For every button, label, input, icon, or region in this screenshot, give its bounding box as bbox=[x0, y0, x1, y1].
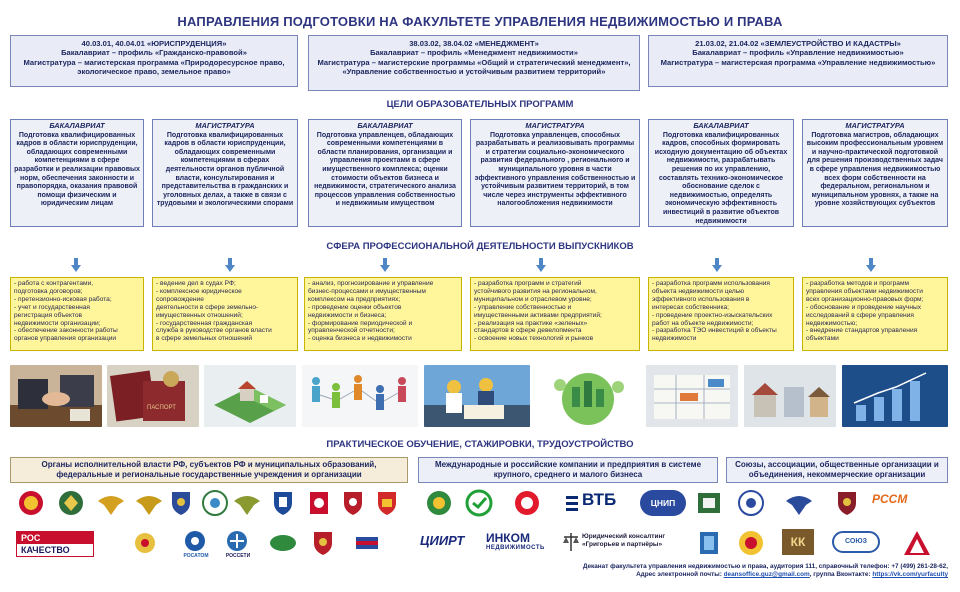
sphere-line: недвижимости и бизнеса; bbox=[308, 311, 387, 319]
photo-chart-growth bbox=[842, 365, 948, 427]
goals-title: ЦЕЛИ ОБРАЗОВАТЕЛЬНЫХ ПРОГРАММ bbox=[386, 99, 574, 110]
sphere-line: объектами bbox=[806, 335, 839, 343]
rosseti-logo-text: РОССЕТИ bbox=[225, 553, 251, 559]
sphere-line: устойчивого развития на региональном, bbox=[474, 287, 597, 295]
photo-engineers bbox=[424, 365, 530, 427]
goal-text: Подготовка управленцев, способных разрабатывать и реализовывать программы и стратегии социально-экономического развития федерального , регионального и муниципального уровня в части эффективного управления собственностью и устойчивым развитием территорий, в том числе через инструменты эффективного налогообложения недвижимости bbox=[474, 131, 636, 208]
direction-cadastre bbox=[648, 35, 948, 87]
sphere-line: - формирование периодической и bbox=[308, 319, 413, 327]
grigoriev-logo bbox=[582, 533, 665, 549]
sphere-line: - претензионно-исковая работа; bbox=[14, 295, 112, 303]
partners-associations: Союзы, ассоциации, общественные организации и объединения, некоммерческие организации bbox=[726, 457, 948, 483]
footer-email-link[interactable]: deansoffice.guz@gmail.com bbox=[723, 571, 810, 578]
goal-level: МАГИСТРАТУРА bbox=[845, 121, 905, 130]
arrow-down-icon bbox=[71, 258, 81, 272]
goal-cadastre-master bbox=[802, 119, 948, 227]
grigoriev-logo-bottom: «Григорьев и партнёры» bbox=[582, 541, 663, 548]
sphere-line: имущественных отношений; bbox=[156, 311, 243, 319]
sphere-line: - управление собственностью и bbox=[474, 303, 572, 311]
eagle-emblem-icon bbox=[134, 489, 164, 517]
tsiirt-logo: ЦИИРТ bbox=[420, 533, 465, 548]
roskachestvo-logo-top: РОС bbox=[17, 532, 93, 544]
sphere-line: управленческой отчетности; bbox=[308, 327, 395, 335]
roskachestvo-logo bbox=[16, 531, 94, 557]
sphere-line: комплексом на предприятиях; bbox=[308, 295, 401, 303]
kk-logo: КК bbox=[782, 529, 814, 555]
photo-houses bbox=[744, 365, 836, 427]
goal-level: МАГИСТРАТУРА bbox=[195, 121, 255, 130]
grigoriev-logo-top: Юридический консалтинг bbox=[582, 533, 666, 540]
sphere-line: имущественными активами предприятий; bbox=[474, 311, 602, 319]
sphere-line: недвижимости организации; bbox=[14, 319, 101, 327]
sphere-line: - обеспечение законности работы bbox=[14, 327, 118, 335]
sphere-line: муниципальном и отраслевом уровне; bbox=[474, 295, 592, 303]
practice-title: ПРАКТИЧЕСКОЕ ОБУЧЕНИЕ, СТАЖИРОВКИ, ТРУДОУСТРОЙСТВО bbox=[326, 439, 634, 450]
soyuz-logo: СОЮЗ bbox=[832, 531, 880, 553]
sphere-line: исследований в сфере управления bbox=[806, 311, 914, 319]
goal-level: МАГИСТРАТУРА bbox=[525, 121, 585, 130]
goal-text: Подготовка квалифицированных кадров в области юриспруденции, обладающих современными компетенциями в сферах деятельности органов публичной власти, консультирования и представительства в гражданских и уголовных делах, а также в связи с трудовыми и экологическими спорами bbox=[156, 131, 294, 208]
sphere-line: объекта недвижимости целью bbox=[652, 287, 745, 295]
sphere-line: - учет и государственная bbox=[14, 303, 90, 311]
shield-emblem-icon bbox=[166, 489, 196, 517]
sphere-line: - оценка бизнеса и недвижимости bbox=[308, 335, 412, 343]
emblem-icon bbox=[200, 489, 230, 517]
eagle-emblem-icon bbox=[784, 489, 814, 517]
rssm-logo: РССМ bbox=[872, 492, 908, 506]
sphere-line: - ведение дел в судах РФ; bbox=[156, 280, 236, 287]
sphere-line: стандартов в сфере девелопмента bbox=[474, 327, 582, 335]
sphere-line: - разработка методов и программ bbox=[806, 280, 910, 287]
sphere-line: в сфере земельных отношений bbox=[156, 335, 253, 343]
sphere-line: интересах собственника; bbox=[652, 303, 730, 311]
partners-business: Международные и российские компании и предприятия в системе крупного, среднего и малого бизнеса bbox=[418, 457, 718, 483]
goal-management-master bbox=[470, 119, 640, 227]
sphere-law-master bbox=[152, 277, 298, 351]
sphere-management-master bbox=[470, 277, 640, 351]
goal-text: Подготовка магистров, обладающих высоким профессиональным уровнем и научно-практической подготовкой для решения производственных задач в сфере управления недвижимостью всех форм собственности на федеральном, региональном и муниципальном уровнях, а также на уровне хозяйствующих субъектов bbox=[806, 131, 944, 208]
photo-blueprint bbox=[646, 365, 738, 427]
goal-cadastre-bachelor bbox=[648, 119, 794, 227]
company-logo-icon bbox=[694, 489, 724, 517]
goal-text: Подготовка квалифицированных кадров, способных формировать исходную документацию об объектах недвижимости, разрабатывать решения по их управлению, составлять технико-экономическое обоснование сделок с недвижимостью, определять экономическую эффективность инвестиций в развитие объектов недвижимости bbox=[654, 131, 788, 225]
direction-master: Магистратура – магистерские программы «Общий и стратегический менеджмент», «Управление собственностью и устойчивым развитием территорий» bbox=[317, 57, 631, 77]
inkom-logo-bottom: НЕДВИЖИМОСТЬ bbox=[486, 545, 545, 551]
sphere-line: - государственная гражданская bbox=[156, 319, 253, 327]
company-logo-icon bbox=[694, 529, 724, 557]
footer-contacts bbox=[428, 563, 948, 579]
shield-emblem-icon bbox=[308, 529, 338, 557]
goal-law-master bbox=[152, 119, 298, 227]
arrow-down-icon bbox=[225, 258, 235, 272]
direction-code: 38.03.02, 38.04.02 «МЕНЕДЖМЕНТ» bbox=[409, 39, 539, 48]
eagle-emblem-icon bbox=[232, 489, 262, 517]
sphere-cadastre-master bbox=[802, 277, 948, 351]
sphere-line: - разработка программ использования bbox=[652, 280, 770, 287]
page-title: НАПРАВЛЕНИЯ ПОДГОТОВКИ НА ФАКУЛЬТЕТЕ УПРАВЛЕНИЯ НЕДВИЖИМОСТЬЮ И ПРАВА bbox=[177, 14, 783, 29]
direction-bachelor: Бакалавриат – профиль «Гражданско-правовой» bbox=[61, 48, 247, 58]
footer-email-label: Адрес электронной почты: bbox=[636, 571, 724, 578]
direction-bachelor: Бакалавриат – профиль «Менеджмент недвижимости» bbox=[370, 48, 578, 58]
sphere-line: подготовка договоров; bbox=[14, 287, 83, 295]
photo-passport bbox=[107, 365, 199, 427]
partners-government: Органы исполнительной власти РФ, субъектов РФ и муниципальных образований, федеральные и региональные государственные учреждения и организации bbox=[10, 457, 408, 483]
sphere-line: - реализация на практике «зеленых» bbox=[474, 319, 588, 327]
sphere-law-bachelor bbox=[10, 277, 144, 351]
emblem-icon bbox=[16, 489, 46, 517]
emblem-icon bbox=[56, 489, 86, 517]
inkom-logo bbox=[486, 531, 545, 551]
footer-line: Деканат факультета управления недвижимостью и права, аудитория 111, справочный телефон: +7 (499) 261-28-62, bbox=[582, 563, 948, 570]
footer-vk-label: , группа Вконтакте: bbox=[809, 571, 873, 578]
sphere-line: работ на объекте недвижимости; bbox=[652, 319, 754, 327]
arrow-down-icon bbox=[536, 258, 546, 272]
photo-people-network bbox=[302, 365, 418, 427]
goal-management-bachelor bbox=[308, 119, 462, 227]
sphere-line: бизнес-процессами и имущественным bbox=[308, 287, 426, 295]
direction-law bbox=[10, 35, 298, 87]
shield-emblem-icon bbox=[338, 489, 368, 517]
direction-code: 21.03.02, 21.04.02 «ЗЕМЛЕУСТРОЙСТВО И КАДАСТРЫ» bbox=[695, 39, 901, 48]
sphere-cadastre-bachelor bbox=[648, 277, 794, 351]
photo-handshake bbox=[10, 365, 102, 427]
sphere-line: - проведение оценки объектов bbox=[308, 303, 402, 311]
vtb-logo-text: ВТБ bbox=[582, 490, 617, 509]
roskachestvo-logo-bottom: КАЧЕСТВО bbox=[21, 545, 70, 555]
photo-land-plots bbox=[204, 365, 296, 427]
association-logo-icon bbox=[736, 529, 766, 557]
photo-green-city bbox=[536, 365, 640, 427]
svg-text:ПАСПОРТ: ПАСПОРТ bbox=[147, 405, 176, 411]
company-logo-icon bbox=[512, 489, 542, 517]
sphere-line: - работа с контрагентами, bbox=[14, 280, 94, 287]
direction-master: Магистратура – магистерская программа «Природоресурсное право, экологическое право, земельное право» bbox=[23, 57, 285, 77]
shield-emblem-icon bbox=[372, 489, 402, 517]
sphere-line: недвижимости bbox=[652, 335, 697, 343]
sphere-line: деятельности в сфере земельно- bbox=[156, 303, 259, 311]
goal-text: Подготовка квалифицированных кадров в области юриспруденции, обладающих современными компетенциями в сфере разработки и реализации правовых норм, обеспечения законности и правопорядка, оказания правовой помощи физическим и юридическим лицам bbox=[14, 131, 140, 208]
sphere-line: - обоснование и проведение научных bbox=[806, 303, 922, 311]
goal-level: БАКАЛАВРИАТ bbox=[49, 121, 105, 130]
company-logo-icon bbox=[424, 489, 454, 517]
direction-bachelor: Бакалавриат – профиль «Управление недвижимостью» bbox=[692, 48, 904, 58]
company-logo-icon bbox=[268, 529, 298, 557]
sphere-line: - разработка программ и стратегий bbox=[474, 280, 582, 287]
eagle-emblem-icon bbox=[96, 489, 126, 517]
moscow-emblem-icon bbox=[304, 489, 334, 517]
tsnip-logo: ЦНИП bbox=[640, 490, 686, 516]
direction-master: Магистратура – магистерская программа «Управление недвижимостью» bbox=[660, 57, 936, 67]
sphere-line: управления объектами недвижимости bbox=[806, 287, 923, 295]
sphere-line: - освоение новых технологий и рынков bbox=[474, 335, 594, 343]
sphere-line: служба в руководстве органов власти bbox=[156, 327, 272, 335]
sphere-line: эффективного использования в bbox=[652, 295, 750, 303]
arrow-down-icon bbox=[380, 258, 390, 272]
sphere-title: СФЕРА ПРОФЕССИОНАЛЬНОЙ ДЕЯТЕЛЬНОСТИ ВЫПУСКНИКОВ bbox=[326, 241, 634, 252]
shield-emblem-icon bbox=[268, 489, 298, 517]
inkom-logo-top: ИНКОМ bbox=[486, 531, 530, 545]
emblem-icon bbox=[352, 529, 382, 557]
direction-code: 40.03.01, 40.04.01 «ЮРИСПРУДЕНЦИЯ» bbox=[81, 39, 227, 48]
footer-line bbox=[428, 571, 948, 579]
goal-level: БАКАЛАВРИАТ bbox=[693, 121, 749, 130]
sphere-line: регистрация объектов bbox=[14, 311, 83, 319]
goal-level: БАКАЛАВРИАТ bbox=[357, 121, 413, 130]
goal-text: Подготовка управленцев, обладающих современными компетенциями в области планирования, организации и управления проектами в сфере имущественного комплекса; оценки стоимости объектов бизнеса и недвижимости, стратегического анализа процессов управления собственностью и недвижимым имуществом bbox=[314, 131, 456, 208]
sphere-line: - внедрение стандартов управления bbox=[806, 327, 918, 335]
sphere-line: - анализ, прогнозирование и управление bbox=[308, 280, 434, 287]
arrow-down-icon bbox=[866, 258, 876, 272]
direction-management bbox=[308, 35, 640, 91]
sphere-line: - проведение проектно-изыскательских bbox=[652, 311, 773, 319]
footer-vk-link[interactable]: https://vk.com/yurfaculty bbox=[872, 571, 948, 578]
sberbank-logo-icon bbox=[464, 489, 494, 517]
association-logo-icon bbox=[902, 529, 932, 557]
scales-icon bbox=[562, 531, 580, 553]
association-logo-icon bbox=[736, 489, 766, 517]
sphere-line: органов управления организации bbox=[14, 335, 117, 343]
shield-emblem-icon bbox=[832, 489, 862, 517]
emblem-icon bbox=[130, 529, 160, 557]
goal-law-bachelor bbox=[10, 119, 144, 227]
sphere-management-bachelor bbox=[304, 277, 462, 351]
rosatom-logo-text: РОСАТОМ bbox=[183, 553, 209, 559]
sphere-line: - разработка ТЭО инвестиций в объекты bbox=[652, 327, 777, 335]
sphere-line: - комплексное юридическое bbox=[156, 287, 242, 295]
sphere-line: всех организационно-правовых форм; bbox=[806, 295, 924, 303]
sphere-line: недвижимостью; bbox=[806, 319, 858, 327]
arrow-down-icon bbox=[712, 258, 722, 272]
sphere-line: сопровождение bbox=[156, 295, 204, 303]
